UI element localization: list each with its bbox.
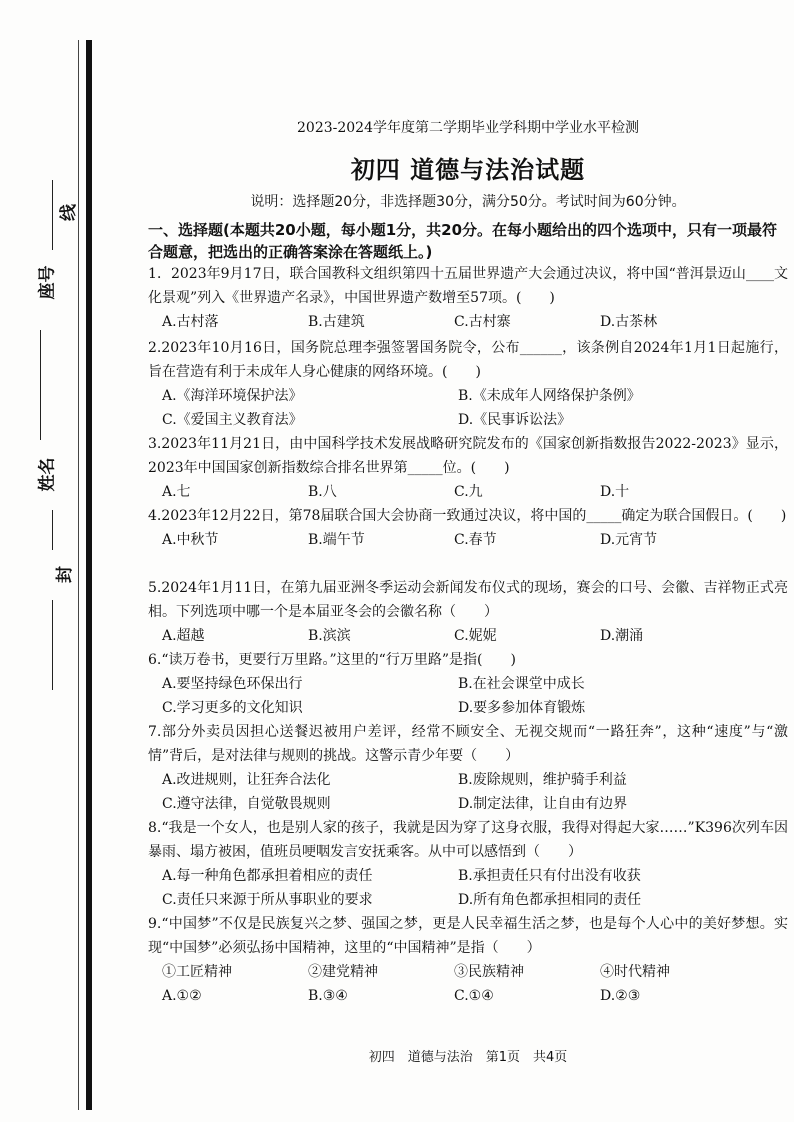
question-stem: 3.2023年11月21日，由中国科学技术发展战略研究院发布的《国家创新指数报告2022-2023》显示，2023年中国国家创新指数综合排名世界第_____位。( ) <box>148 436 788 476</box>
page-title: 初四 道德与法治试题 <box>350 156 586 184</box>
question-stem: 4.2023年12月22日，第78届联合国大会协商一致通过决议，将中国的_____确定为联合国假日。( ) <box>148 508 787 524</box>
binding-thick-line <box>86 40 92 1110</box>
seat-blank <box>52 180 53 250</box>
binding-thin-line <box>78 40 79 1110</box>
option-d: D.潮涌 <box>600 628 644 644</box>
option-b: B.在社会课堂中成长 <box>458 676 585 692</box>
option-b: B.古建筑 <box>308 314 365 330</box>
margin-line-label: 线 <box>59 204 79 221</box>
option-a: A.中秋节 <box>162 532 219 548</box>
item-4: ④时代精神 <box>600 964 670 980</box>
question-stem: 6.“读万卷书，更要行万里路。”这里的“行万里路”是指( ) <box>148 652 516 668</box>
option-b: B.滨滨 <box>308 628 351 644</box>
option-a: A.每一种角色都承担着相应的责任 <box>162 868 373 884</box>
question-5 <box>148 576 788 648</box>
question-stem: 2.2023年10月16日，国务院总理李强签署国务院令，公布______，该条例自2024年1月1日起施行，旨在营造有利于未成年人身心健康的网络环境。( ) <box>148 340 788 380</box>
option-c: C.学习更多的文化知识 <box>162 700 303 716</box>
option-b: B.废除规则，维护骑手利益 <box>458 772 627 788</box>
question-1 <box>148 262 788 334</box>
question-stem: 1．2023年9月17日，联合国教科文组织第四十五届世界遗产大会通过决议，将中国“普洱景迈山____文化景观”列入《世界遗产名录》，中国世界遗产数增至57项。( ) <box>148 266 788 306</box>
option-d: D.古茶林 <box>600 314 658 330</box>
option-b: B.③④ <box>308 988 348 1004</box>
option-a: A.①② <box>162 988 202 1004</box>
margin-seat-label: 座号 <box>37 265 58 300</box>
question-3 <box>148 432 788 504</box>
option-d: D.十 <box>600 484 630 500</box>
option-c: C.遵守法律，自觉敬畏规则 <box>162 796 331 812</box>
option-c: C.古村寨 <box>454 314 511 330</box>
question-stem: 5.2024年1月11日，在第九届亚洲冬季运动会新闻发布仪式的现场，赛会的口号、会徽、吉祥物正式亮相。下列选项中哪一个是本届亚冬会的会徽名称（ ） <box>148 580 788 620</box>
option-c: C.妮妮 <box>454 628 497 644</box>
name-blank <box>40 330 41 440</box>
option-d: D.所有角色都承担相同的责任 <box>458 892 642 908</box>
page-footer: 初四 道德与法治 第1页 共4页 <box>368 1050 568 1065</box>
option-d: D.②③ <box>600 988 641 1004</box>
section-title: 一、选择题(本题共20小题，每小题1分，共20分。在每小题给出的四个选项中，只有一项最符合题意，把选出的正确答案涂在答题纸上。) <box>148 221 778 261</box>
question-stem: 9.“中国梦”不仅是民族复兴之梦、强国之梦，更是人民幸福生活之梦，也是每个人心中的美好梦想。实现“中国梦”必须弘扬中国精神，这里的“中国精神”是指（ ） <box>148 916 788 956</box>
option-b: B.《未成年人网络保护条例》 <box>458 388 641 404</box>
question-2 <box>148 336 788 432</box>
option-b: B.承担责任只有付出没有收获 <box>458 868 641 884</box>
question-stem: 8.“我是一个女人，也是别人家的孩子，我就是因为穿了这身衣服，我得对得起大家……”K396次列车因暴雨、塌方被困，值班员哽咽发言安抚乘客。从中可以感悟到（ ） <box>148 820 788 860</box>
question-4 <box>148 504 788 552</box>
question-6 <box>148 648 788 720</box>
blank-segment-2 <box>52 600 53 690</box>
option-d: D.元宵节 <box>600 532 658 548</box>
option-a: A.改进规则，让狂奔合法化 <box>162 772 331 788</box>
blank-segment <box>52 510 53 550</box>
exam-line: 2023-2024学年度第二学期毕业学科期中学业水平检测 <box>297 120 639 136</box>
option-b: B.八 <box>308 484 337 500</box>
item-1: ①工匠精神 <box>162 964 232 980</box>
option-d: D.制定法律，让自由有边界 <box>458 796 628 812</box>
option-a: A.七 <box>162 484 191 500</box>
question-7 <box>148 720 788 816</box>
option-a: A.古村落 <box>162 314 219 330</box>
margin-seal-label: 封 <box>55 566 75 583</box>
item-2: ②建党精神 <box>308 964 378 980</box>
option-d: D.《民事诉讼法》 <box>458 412 572 428</box>
option-a: A.要坚持绿色环保出行 <box>162 676 303 692</box>
option-c: C.责任只来源于所从事职业的要求 <box>162 892 373 908</box>
exam-note: 说明：选择题20分，非选择题30分，满分50分。考试时间为60分钟。 <box>250 194 686 210</box>
question-stem: 7.部分外卖员因担心送餐迟被用户差评，经常不顾安全、无视交规而“一路狂奔”，这种“速度”与“激情”背后，是对法律与规则的挑战。这警示青少年要（ ） <box>148 724 788 764</box>
option-c: C.①④ <box>454 988 494 1004</box>
option-a: A.《海洋环境保护法》 <box>162 388 303 404</box>
option-c: C.九 <box>454 484 483 500</box>
question-8 <box>148 816 788 912</box>
option-c: C.春节 <box>454 532 497 548</box>
option-b: B.端午节 <box>308 532 365 548</box>
option-c: C.《爱国主义教育法》 <box>162 412 303 428</box>
margin-name-label: 姓名 <box>37 457 58 492</box>
option-a: A.超越 <box>162 628 205 644</box>
option-d: D.要多参加体育锻炼 <box>458 700 586 716</box>
question-9 <box>148 912 788 1008</box>
item-3: ③民族精神 <box>454 964 524 980</box>
